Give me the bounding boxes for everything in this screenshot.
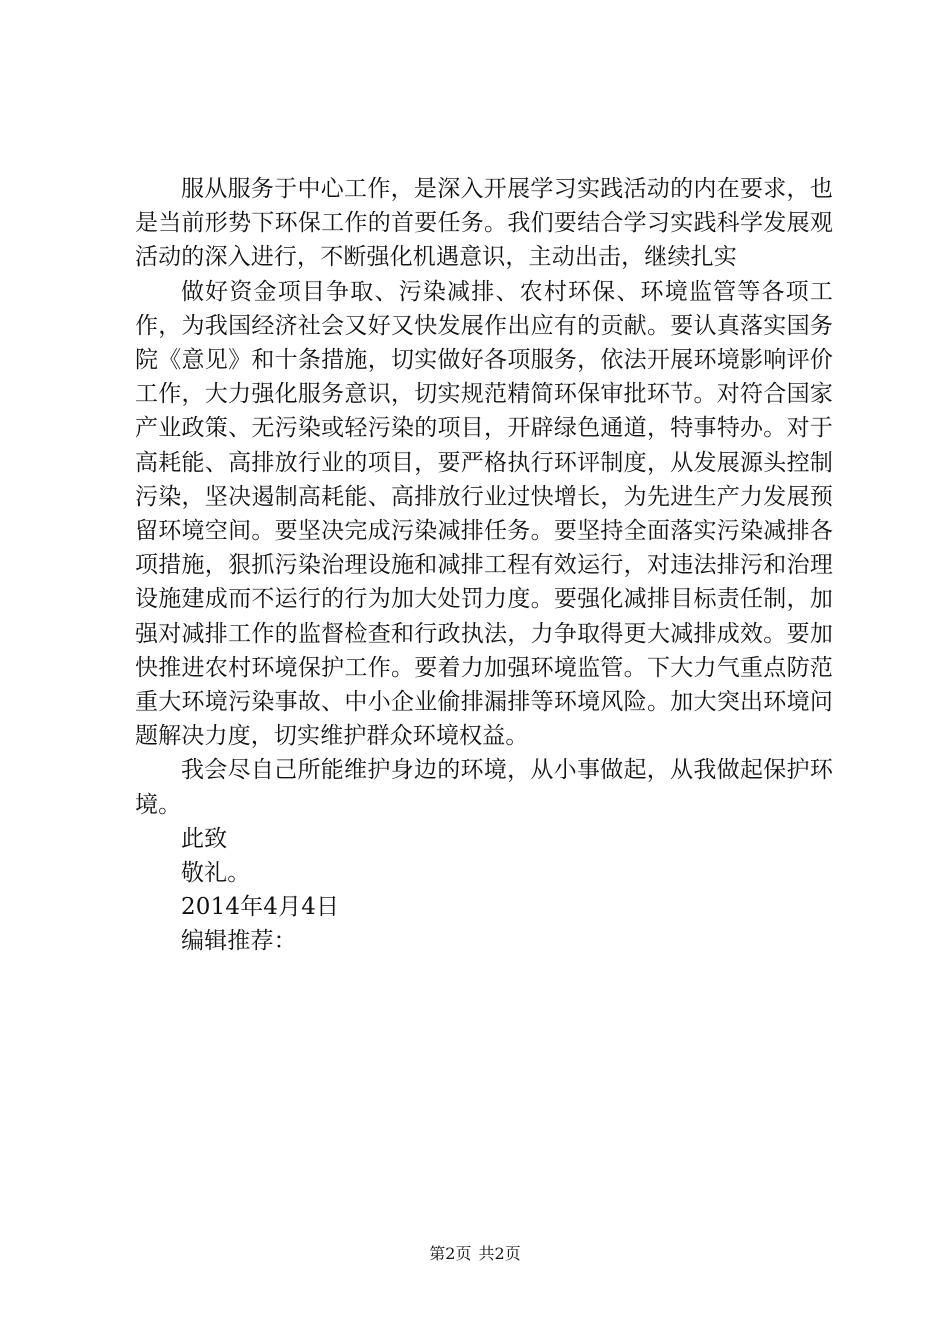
page-footer <box>0 1244 950 1264</box>
paragraph-2: 做好资金项目争取、污染减排、农村环保、环境监管等各项工作，为我国经济社会又好又快发展作出应有的贡献。要认真落实国务院《意见》和十条措施，切实做好各项服务，依法开展环境影响评价工作，大力强化服务意识，切实规范精简环保审批环节。对符合国家产业政策、无污染或轻污染的项目，开辟绿色通道，特事特办。对于高耗能、高排放行业的项目，要严格执行环评制度，从发展源头控制污染，坚决遏制高耗能、高排放行业过快增长，为先进生产力发展预留环境空间。要坚决完成污染减排任务。要坚持全面落实污染减排各项措施，狠抓污染治理设施和减排工程有效运行，对违法排污和治理设施建成而不运行的行为加大处罚力度。要强化减排目标责任制，加强对减排工作的监督检查和行政执法，力争取得更大减排成效。要加快推进农村环境保护工作。要着力加强环境监管。下大力气重点防范重大环境污染事故、中小企业偷排漏排等环境风险。加大突出环境问题解决力度，切实维护群众环境权益。 <box>135 278 833 750</box>
regards-line: 敬礼。 <box>181 860 251 887</box>
date-line: 2014年4月4日 <box>181 894 340 921</box>
editor-recommend-label: 编辑推荐： <box>181 928 297 955</box>
paragraph-3: 我会尽自己所能维护身边的环境，从小事做起，从我做起保护环境。 <box>135 757 833 818</box>
page-number-total: 共2页 <box>478 1244 521 1263</box>
salutation-line: 此致 <box>181 825 228 852</box>
page-number-current: 第2页 <box>429 1244 472 1263</box>
paragraph-1: 服从服务于中心工作，是深入开展学习实践活动的内在要求，也是当前形势下环保工作的首要任务。我们要结合学习实践科学发展观活动的深入进行，不断强化机遇意识，主动出击，继续扎实 <box>135 176 833 271</box>
document-body <box>135 172 833 959</box>
